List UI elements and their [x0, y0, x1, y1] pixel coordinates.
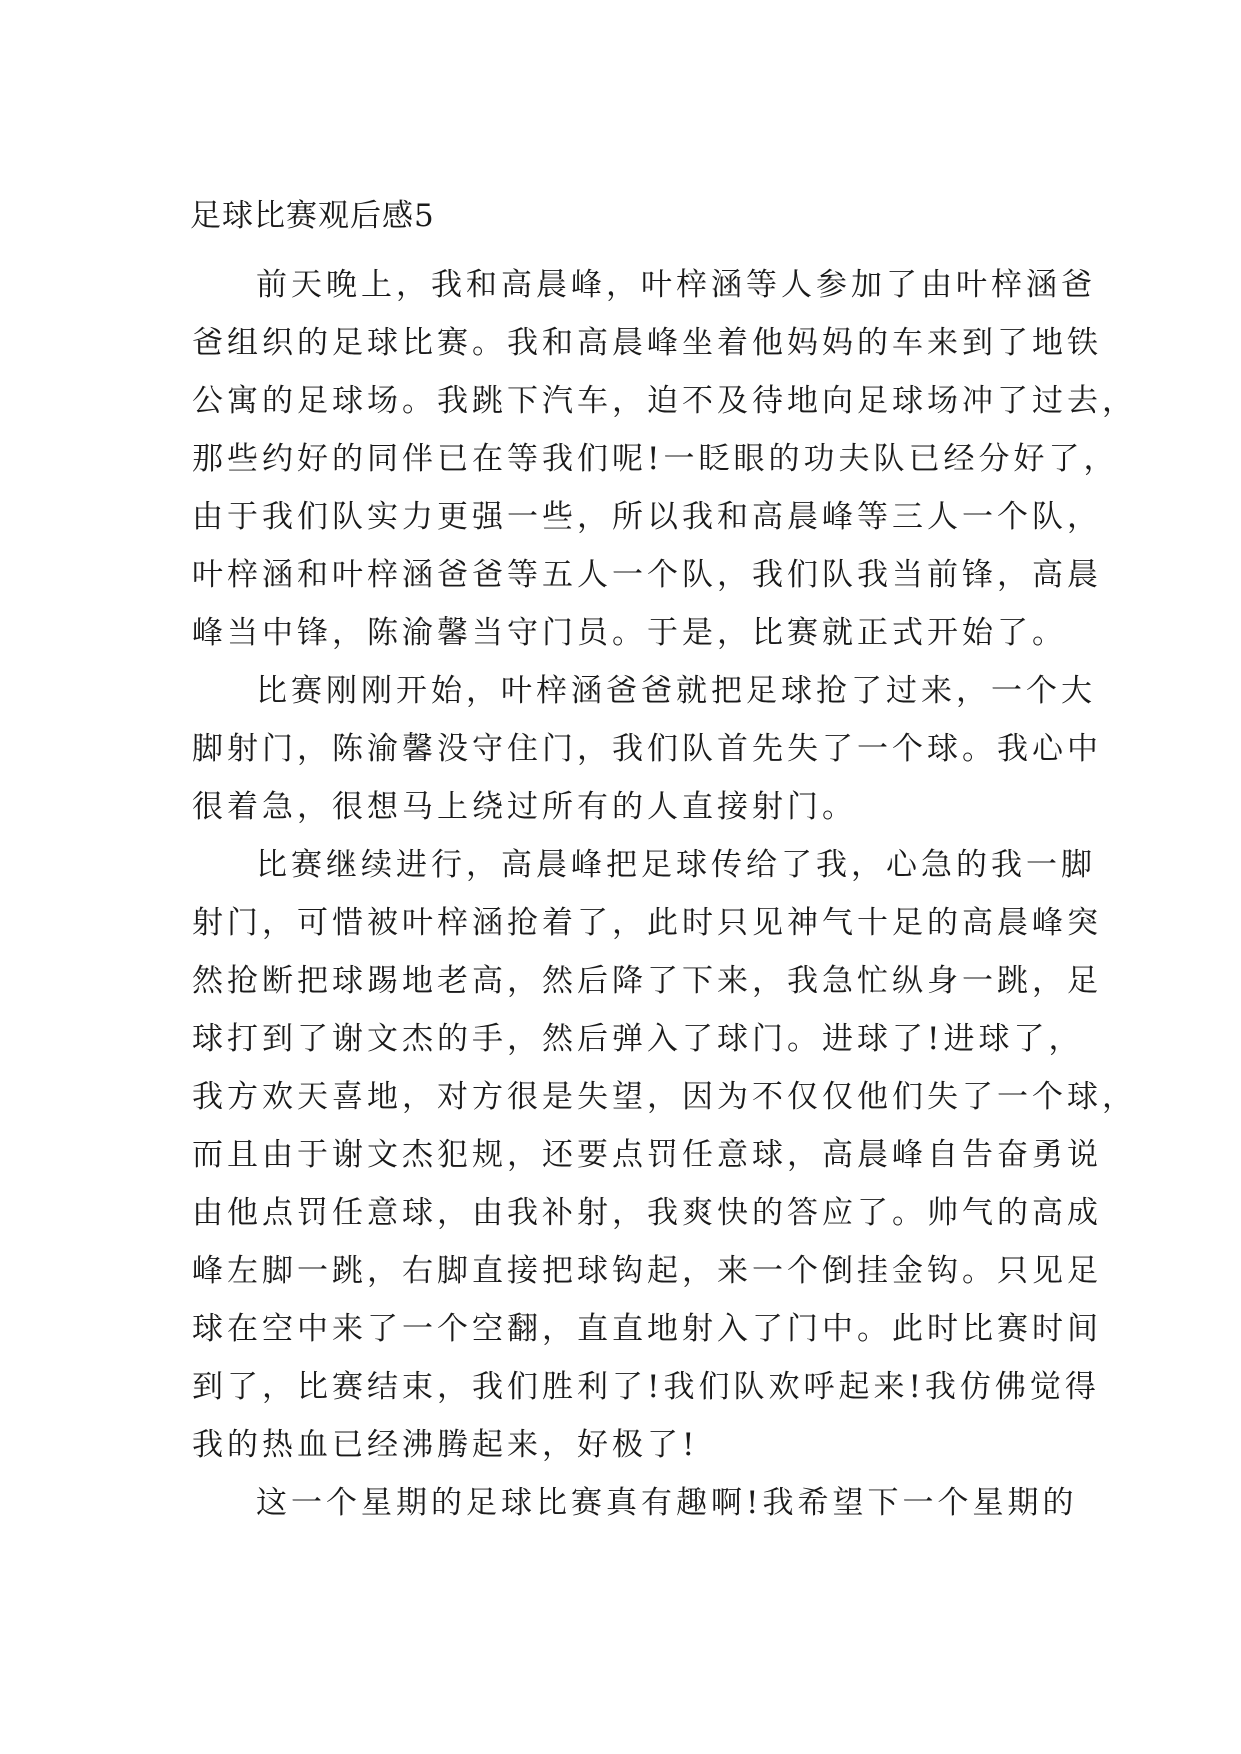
text-line: 然抢断把球踢地老高，然后降了下来，我急忙纵身一跳，足 [192, 963, 1102, 999]
text-line: 比赛刚刚开始，叶梓涵爸爸就把足球抢了过来，一个大 [256, 673, 1096, 709]
text-line: 峰左脚一跳，右脚直接把球钩起，来一个倒挂金钩。只见足 [192, 1253, 1102, 1289]
text-line: 峰当中锋，陈渝馨当守门员。于是，比赛就正式开始了。 [192, 615, 1067, 651]
text-line: 球在空中来了一个空翻，直直地射入了门中。此时比赛时间 [192, 1311, 1102, 1347]
paragraph [192, 662, 1102, 836]
text-line: 前天晚上，我和高晨峰，叶梓涵等人参加了由叶梓涵爸 [256, 267, 1096, 303]
document-body [192, 256, 1137, 1532]
text-line: 我的热血已经沸腾起来，好极了! [192, 1427, 699, 1463]
text-line: 公寓的足球场。我跳下汽车，迫不及待地向足球场冲了过去， [192, 383, 1137, 419]
text-line: 我方欢天喜地，对方很是失望，因为不仅仅他们失了一个球， [192, 1079, 1137, 1115]
text-line: 到了，比赛结束，我们胜利了!我们队欢呼起来!我仿佛觉得 [192, 1369, 1100, 1405]
text-line: 射门，可惜被叶梓涵抢着了，此时只见神气十足的高晨峰突 [192, 905, 1102, 941]
paragraph [192, 256, 1137, 662]
text-line: 很着急，很想马上绕过所有的人直接射门。 [192, 789, 857, 825]
text-line: 爸组织的足球比赛。我和高晨峰坐着他妈妈的车来到了地铁 [192, 325, 1102, 361]
paragraph [192, 836, 1137, 1474]
text-line: 由他点罚任意球，由我补射，我爽快的答应了。帅气的高成 [192, 1195, 1102, 1231]
text-line: 这一个星期的足球比赛真有趣啊!我希望下一个星期的 [256, 1485, 1078, 1521]
text-line: 而且由于谢文杰犯规，还要点罚任意球，高晨峰自告奋勇说 [192, 1137, 1102, 1173]
document-title: 足球比赛观后感5 [190, 198, 435, 234]
text-line: 比赛继续进行，高晨峰把足球传给了我，心急的我一脚 [256, 847, 1096, 883]
text-line: 脚射门，陈渝馨没守住门，我们队首先失了一个球。我心中 [192, 731, 1102, 767]
text-line: 那些约好的同伴已在等我们呢!一眨眼的功夫队已经分好了， [192, 441, 1119, 477]
text-line: 由于我们队实力更强一些，所以我和高晨峰等三人一个队， [192, 499, 1102, 535]
paragraph [192, 1474, 1078, 1532]
text-line: 球打到了谢文杰的手，然后弹入了球门。进球了!进球了， [192, 1021, 1084, 1057]
text-line: 叶梓涵和叶梓涵爸爸等五人一个队，我们队我当前锋，高晨 [192, 557, 1102, 593]
